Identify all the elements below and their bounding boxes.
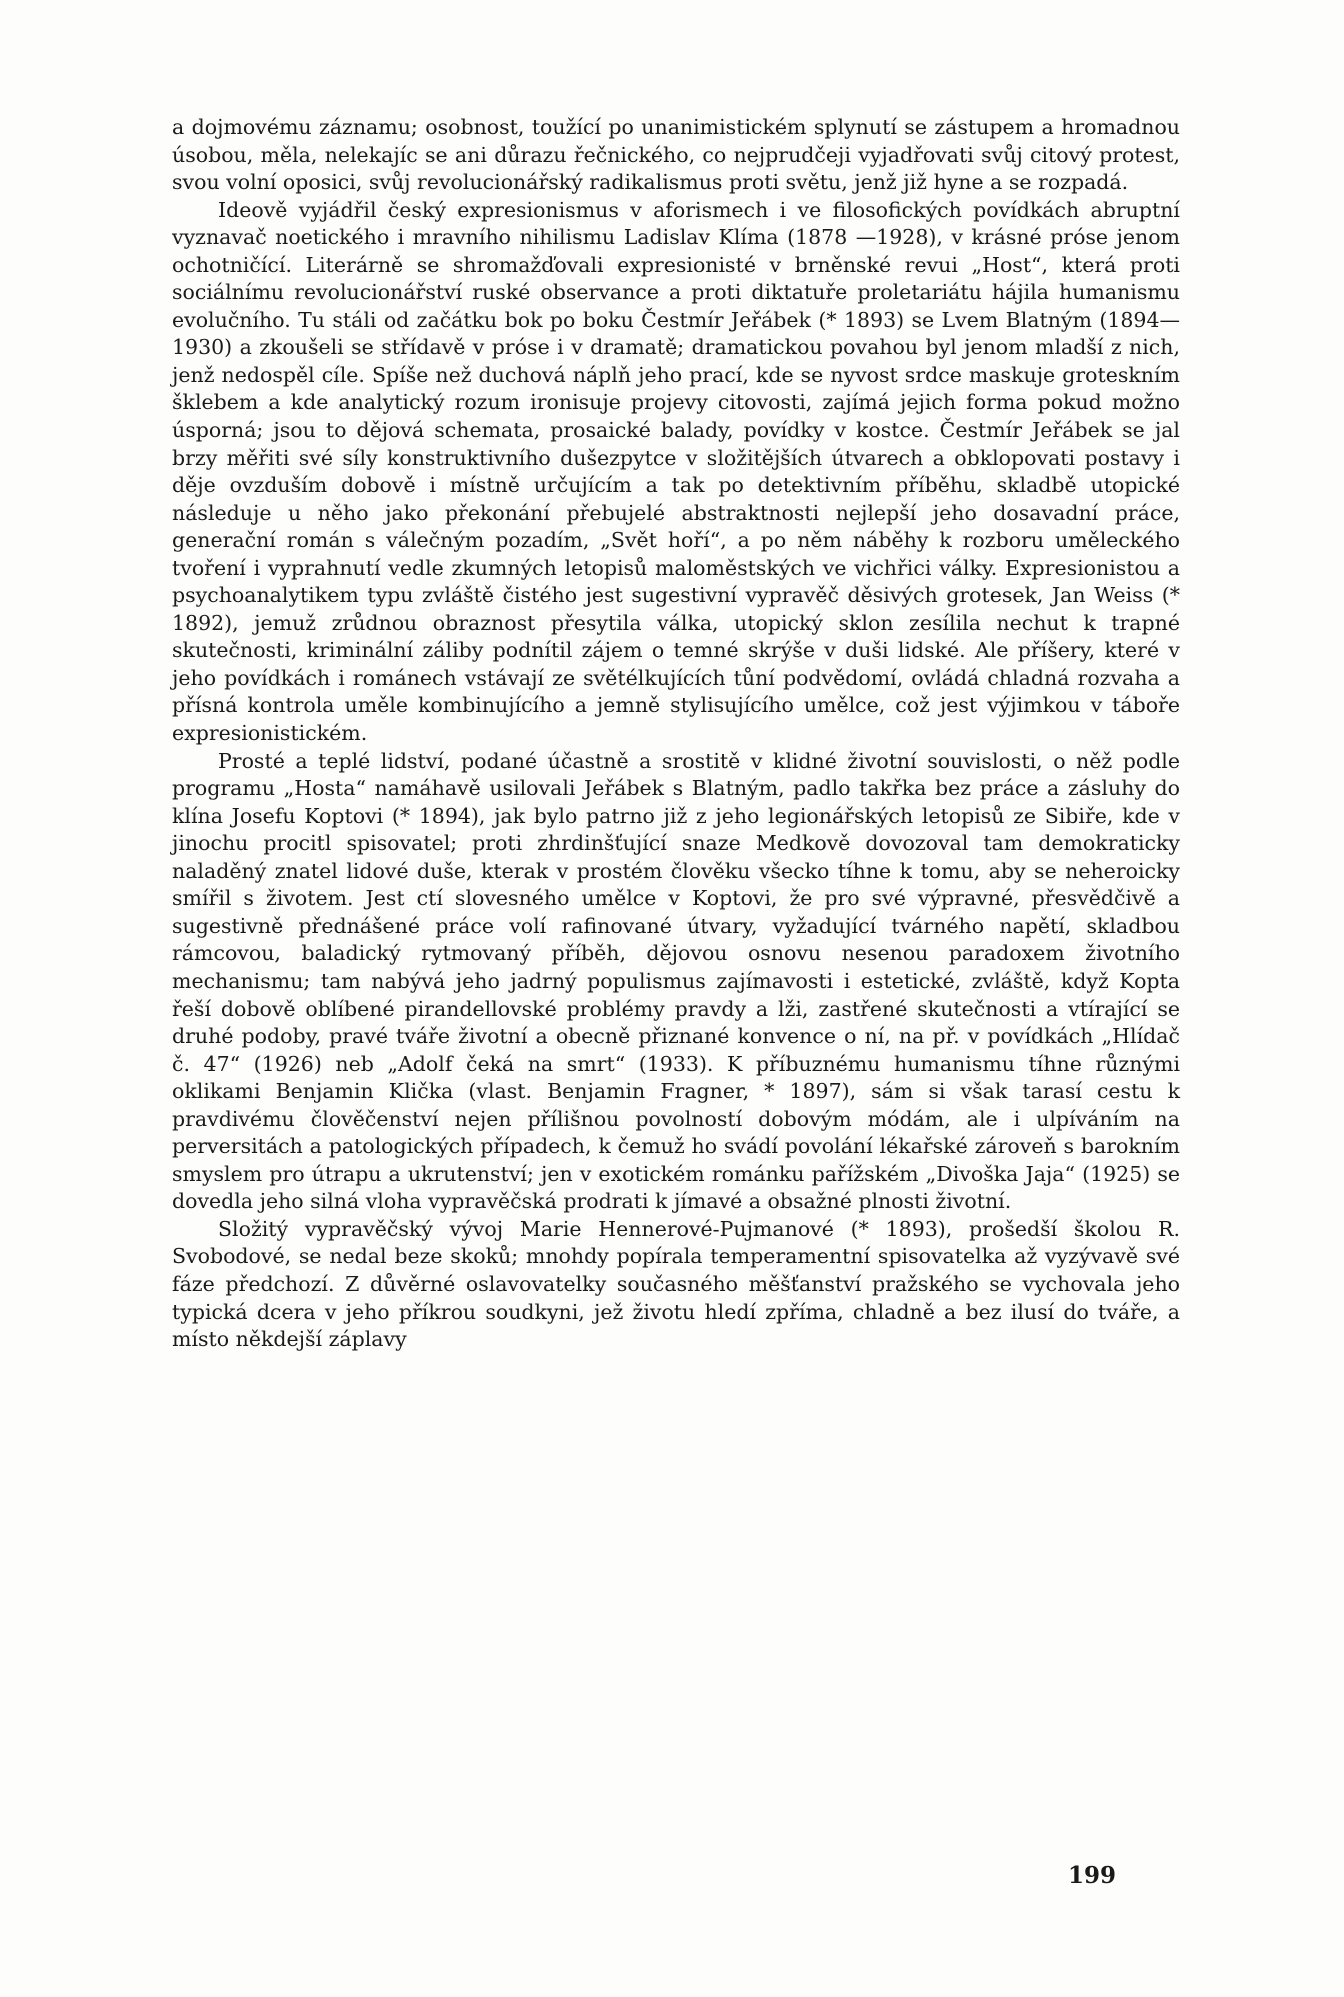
body-text [172,114,1180,1354]
paragraph-hennerova-pujmanova: Složitý vypravěčský vývoj Marie Hennerové-Pujmanové (* 1893), prošedší školou R. Svobodové, se nedal beze skoků; mnohdy popírala temperamentní spisovatelka až vyzývavě své fáze předchozí. Z důvěrné oslavovatelky současného měšťanství pražského se vychovala jeho typická dcera v jeho příkrou soudkyni, jež životu hledí zpříma, chladně a bez ilusí do tváře, a místo někdejší záplavy [172,1216,1180,1352]
paragraph-continuation: a dojmovému záznamu; osobnost, toužící po unanimistickém splynutí se zástupem a hromadnou úsobou, měla, nelekajíc se ani důrazu řečnického, co nejprudčeji vyjadřovati svůj citový protest, svou volní oposici, svůj revolucionářský radikalismus proti světu, jenž již hyne a se rozpadá. [172,115,1180,195]
page-number: 199 [1068,1862,1117,1889]
paragraph-kopta-klicka: Prosté a teplé lidství, podané účastně a srostitě v klidné životní souvislosti, o něž podle programu „Hosta“ namáhavě usilovali Jeřábek s Blatným, padlo takřka bez práce a zásluhy do klína Josefu Koptovi (* 1894), jak bylo patrno již z jeho legionářských letopisů ze Sibiře, kde v jinochu procitl spisovatel; proti zhrdinšťující snaze Medkově dovozoval tam demokraticky naladěný znatel lidové duše, kterak v prostém člověku všecko tíhne k tomu, aby se neheroicky smířil s životem. Jest ctí slovesného umělce v Koptovi, že pro své výpravné, přesvědčivě a sugestivně přednášené práce volí rafinované útvary, vyžadující tvárného napětí, skladbou rámcovou, baladický rytmovaný příběh, dějovou osnovu nesenou paradoxem životního mechanismu; tam nabývá jeho jadrný populismus zajímavosti i estetické, zvláště, když Kopta řeší dobově oblíbené pirandellovské problémy pravdy a lži, zastřené skutečnosti a vtírající se druhé podoby, pravé tváře životní a obecně přiznané konvence o ní, na př. v povídkách „Hlídač č. 47“ (1926) neb „Adolf čeká na smrt“ (1933). K příbuznému humanismu tíhne různými oklikami Benjamin Klička (vlast. Benjamin Fragner, * 1897), sám si však tarasí cestu k pravdivému člověčenství nejen přílišnou povolností dobovým módám, ale i ulpíváním na perversitách a patologických případech, k čemuž ho svádí povolání lékařské zároveň s barokním smyslem pro útrapu a ukrutenství; jen v exotickém románku pařížském „Divoška Jaja“ (1925) se dovedla jeho silná vloha vypravěčská prodrati k jímavé a obsažné plnosti životní. [172,748,1180,1214]
paragraph-klima-expressionism: Ideově vyjádřil český expresionismus v aforismech i ve filosofických povídkách abruptní vyznavač noetického i mravního nihilismu Ladislav Klíma (1878 —1928), v krásné próse jenom ochotničící. Literárně se shromažďovali expresionisté v brněnské revui „Host“, která proti sociálnímu revolucionářství ruské observance a proti diktatuře proletariátu hájila humanismu evolučního. Tu stáli od začátku bok po boku Čestmír Jeřábek (* 1893) se Lvem Blatným (1894— 1930) a zkoušeli se střídavě v próse i v dramatě; dramatickou povahou byl jenom mladší z nich, jenž nedospěl cíle. Spíše než duchová náplň jeho prací, kde se nyvost srdce maskuje groteskním šklebem a kde analytický rozum ironisuje projevy citovosti, zajímá jejich forma pokud možno úsporná; jsou to dějová schemata, prosaické balady, povídky v kostce. Čestmír Jeřábek se jal brzy měřiti své síly konstruktivního dušezpytce v složitějších útvarech a obklopovati postavy i děje ovzduším dobově i místně určujícím a tak po detektivním příběhu, skladbě utopické následuje u něho jako překonání přebujelé abstraktnosti nejlepší jeho dosavadní práce, generační román s válečným pozadím, „Svět hoří“, a po něm náběhy k rozboru uměleckého tvoření i vyprahnutí vedle zkumných letopisů maloměstských ve vichřici války. Expresionistou a psychoanalytikem typu zvláště čistého jest sugestivní vypravěč děsivých grotesek, Jan Weiss (* 1892), jemuž zrůdnou obraznost přesytila válka, utopický sklon zesílila nechut k trapné skutečnosti, kriminální záliby podnítil zájem o temné skrýše v duši lidské. Ale příšery, které v jeho povídkách i románech vstávají ze světélkujících tůní podvědomí, ovládá chladná rozvaha a přísná kontrola uměle kombinujícího a jemně stylisujícího umělce, což jest výjimkou v táboře expresionistickém. [172,197,1180,746]
